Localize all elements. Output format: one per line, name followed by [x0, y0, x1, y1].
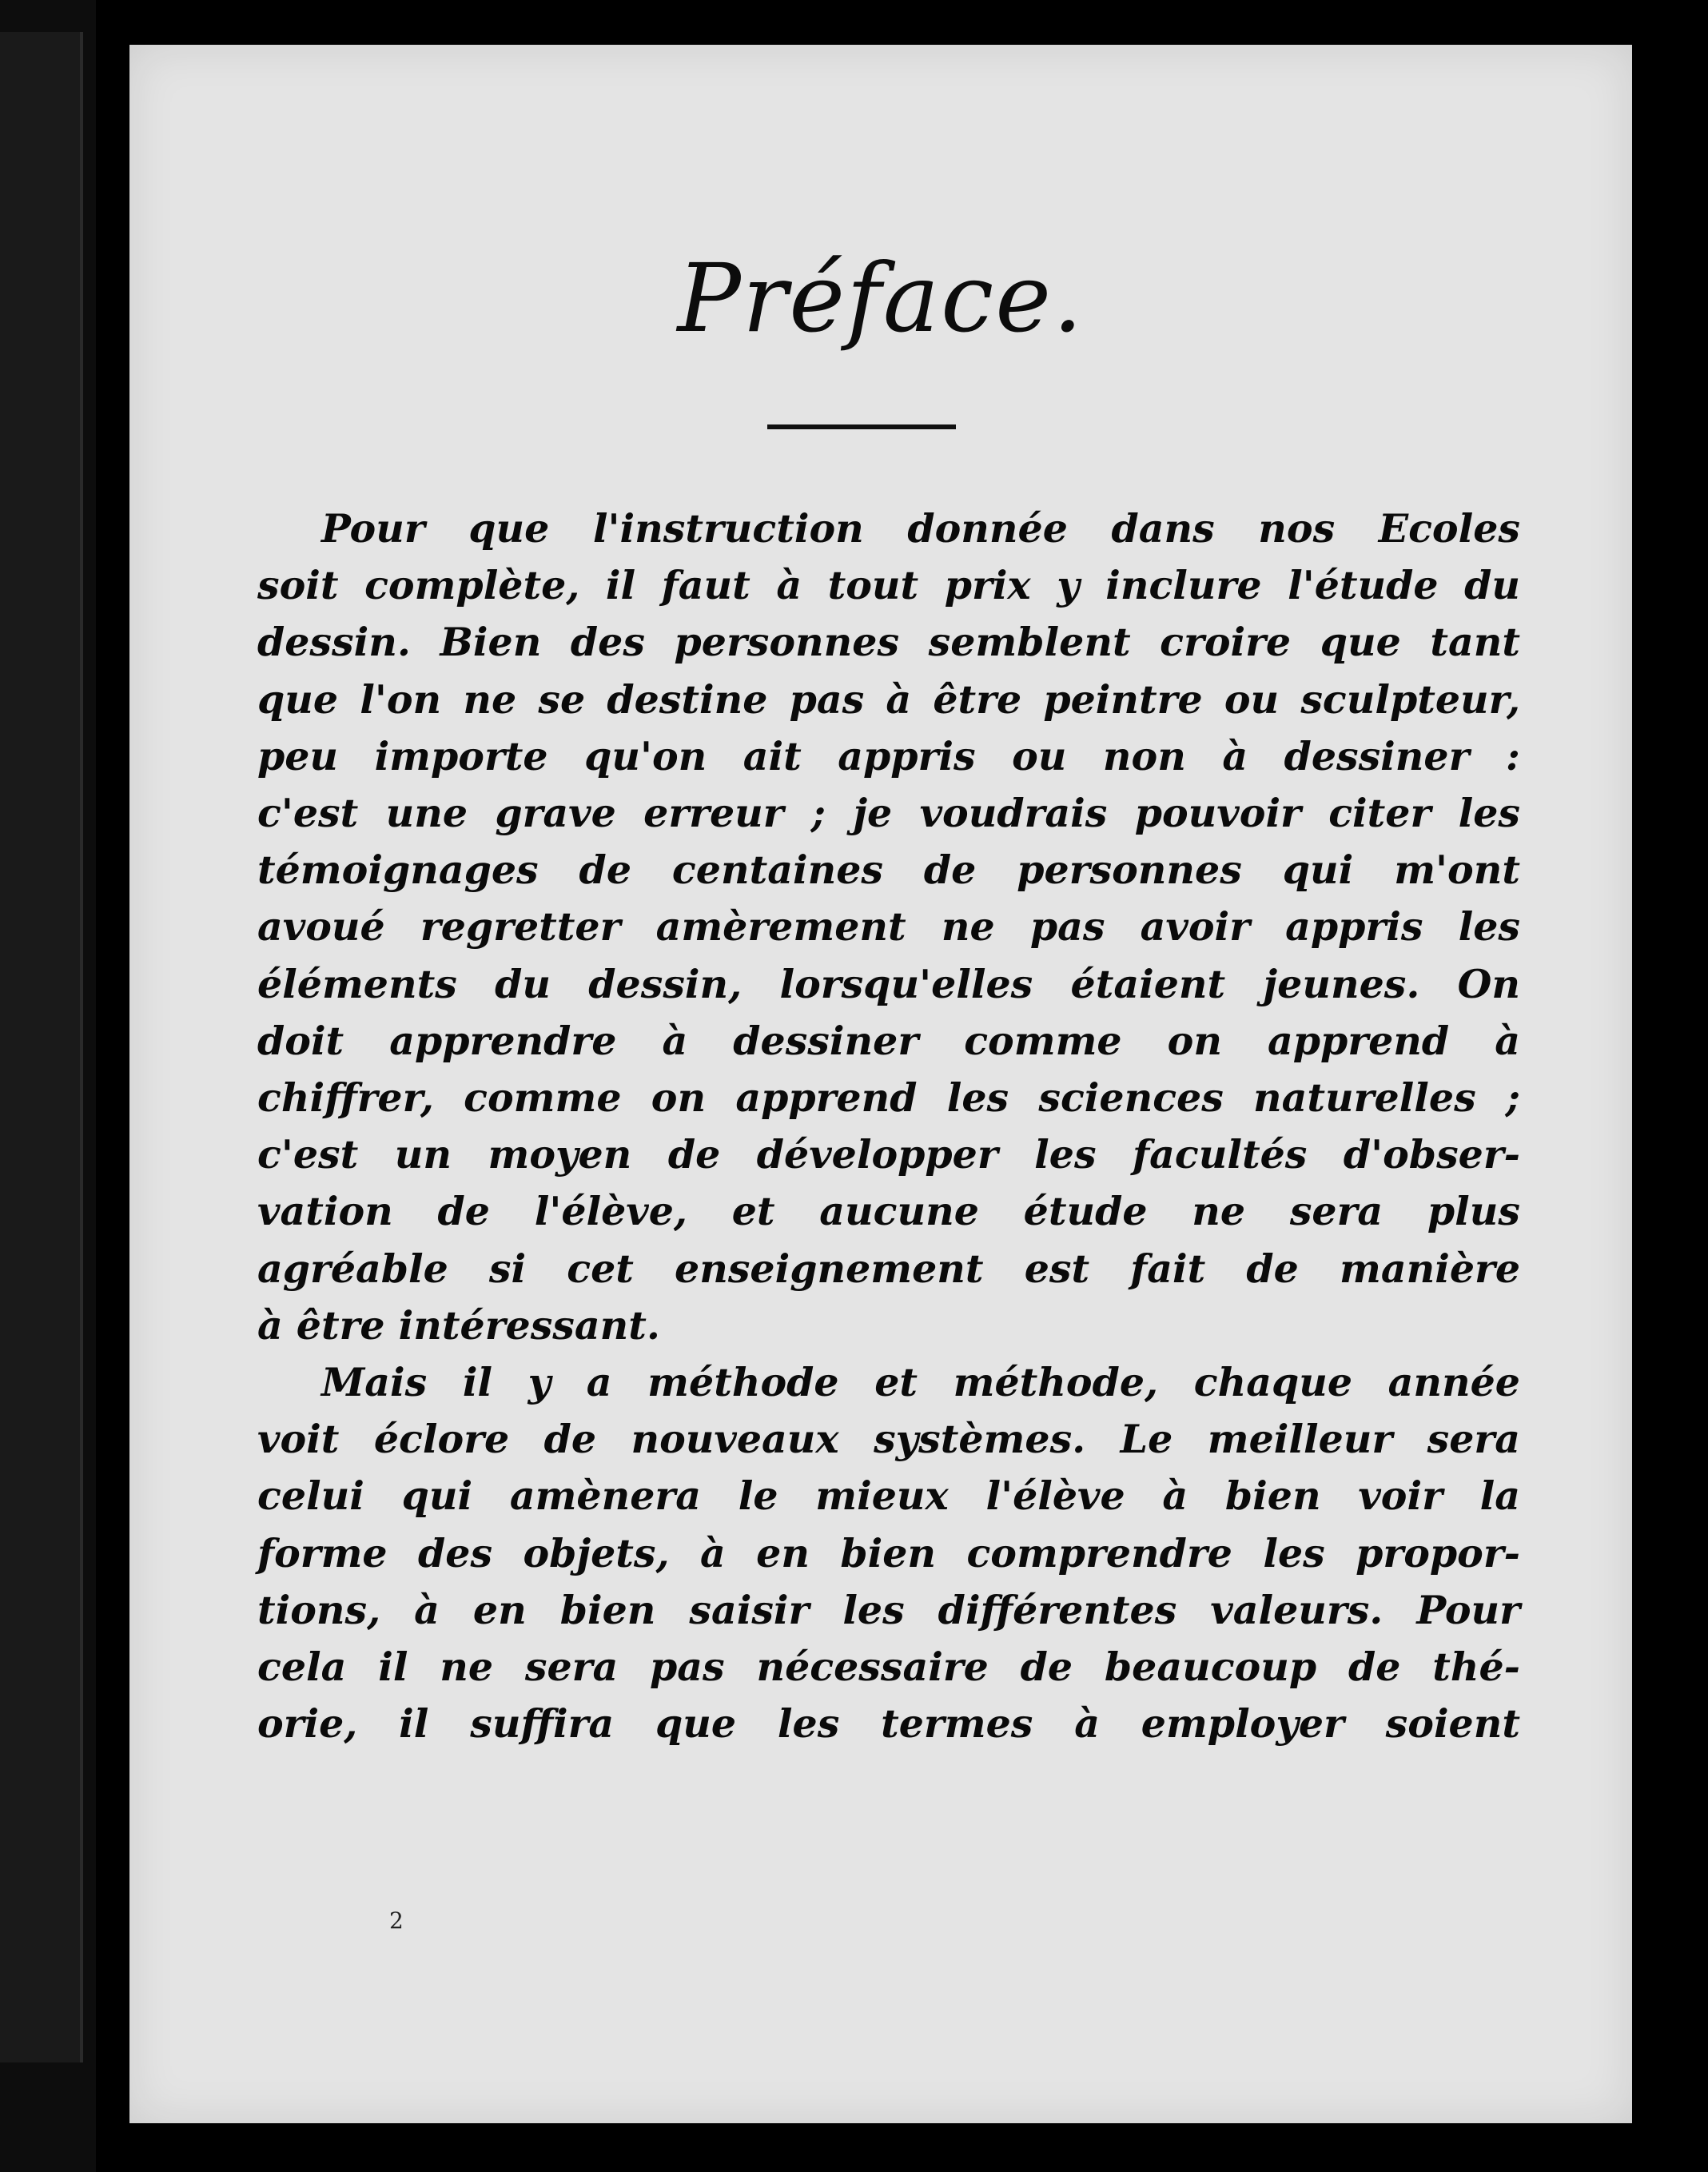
previous-page-border [0, 32, 83, 2062]
text-line: éléments du dessin, lorsqu'elles étaient jeunes. On [257, 960, 1520, 1007]
page-title: Préface. [677, 243, 1085, 353]
text-line: vation de l'élève, et aucune étude ne sera plus [257, 1188, 1520, 1235]
text-line: soit complète, il faut à tout prix y inclure l'étude du [257, 562, 1520, 609]
text-line: chiffrer, comme on apprend les sciences naturelles ; [257, 1074, 1520, 1122]
text-line: agréable si cet enseignement est fait de manière [257, 1245, 1520, 1292]
text-line: à être intéressant. [257, 1301, 660, 1349]
text-line: cela il ne sera pas nécessaire de beaucoup de thé- [257, 1644, 1520, 1691]
text-line: c'est une grave erreur ; je voudrais pouvoir citer les [257, 790, 1520, 837]
book-page [129, 45, 1632, 2123]
text-line: avoué regretter amèrement ne pas avoir appris les [257, 903, 1520, 950]
text-line: dessin. Bien des personnes semblent croire que tant [257, 619, 1520, 666]
text-line: Mais il y a méthode et méthode, chaque année [321, 1359, 1520, 1406]
text-line: forme des objets, à en bien comprendre les propor- [257, 1529, 1520, 1576]
page-number: 2 [389, 1907, 404, 1934]
text-line: orie, il suffira que les termes à employer soient [257, 1700, 1520, 1748]
text-line: que l'on ne se destine pas à être peintre ou sculpteur, [257, 676, 1520, 723]
text-line: celui qui amènera le mieux l'élève à bien voir la [257, 1473, 1520, 1520]
text-line: témoignages de centaines de personnes qui m'ont [257, 847, 1520, 894]
title-divider [767, 424, 956, 429]
text-line: voit éclore de nouveaux systèmes. Le meilleur sera [257, 1416, 1520, 1463]
text-line: c'est un moyen de développer les facultés d'obser- [257, 1131, 1520, 1178]
text-line: tions, à en bien saisir les différentes valeurs. Pour [257, 1586, 1520, 1633]
text-line: peu importe qu'on ait appris ou non à dessiner : [257, 732, 1520, 779]
text-line: doit apprendre à dessiner comme on apprend à [257, 1017, 1520, 1064]
preface-text [257, 500, 1520, 1752]
previous-page-edge [0, 0, 96, 2172]
text-line: Pour que l'instruction donnée dans nos Ecoles [321, 505, 1520, 552]
